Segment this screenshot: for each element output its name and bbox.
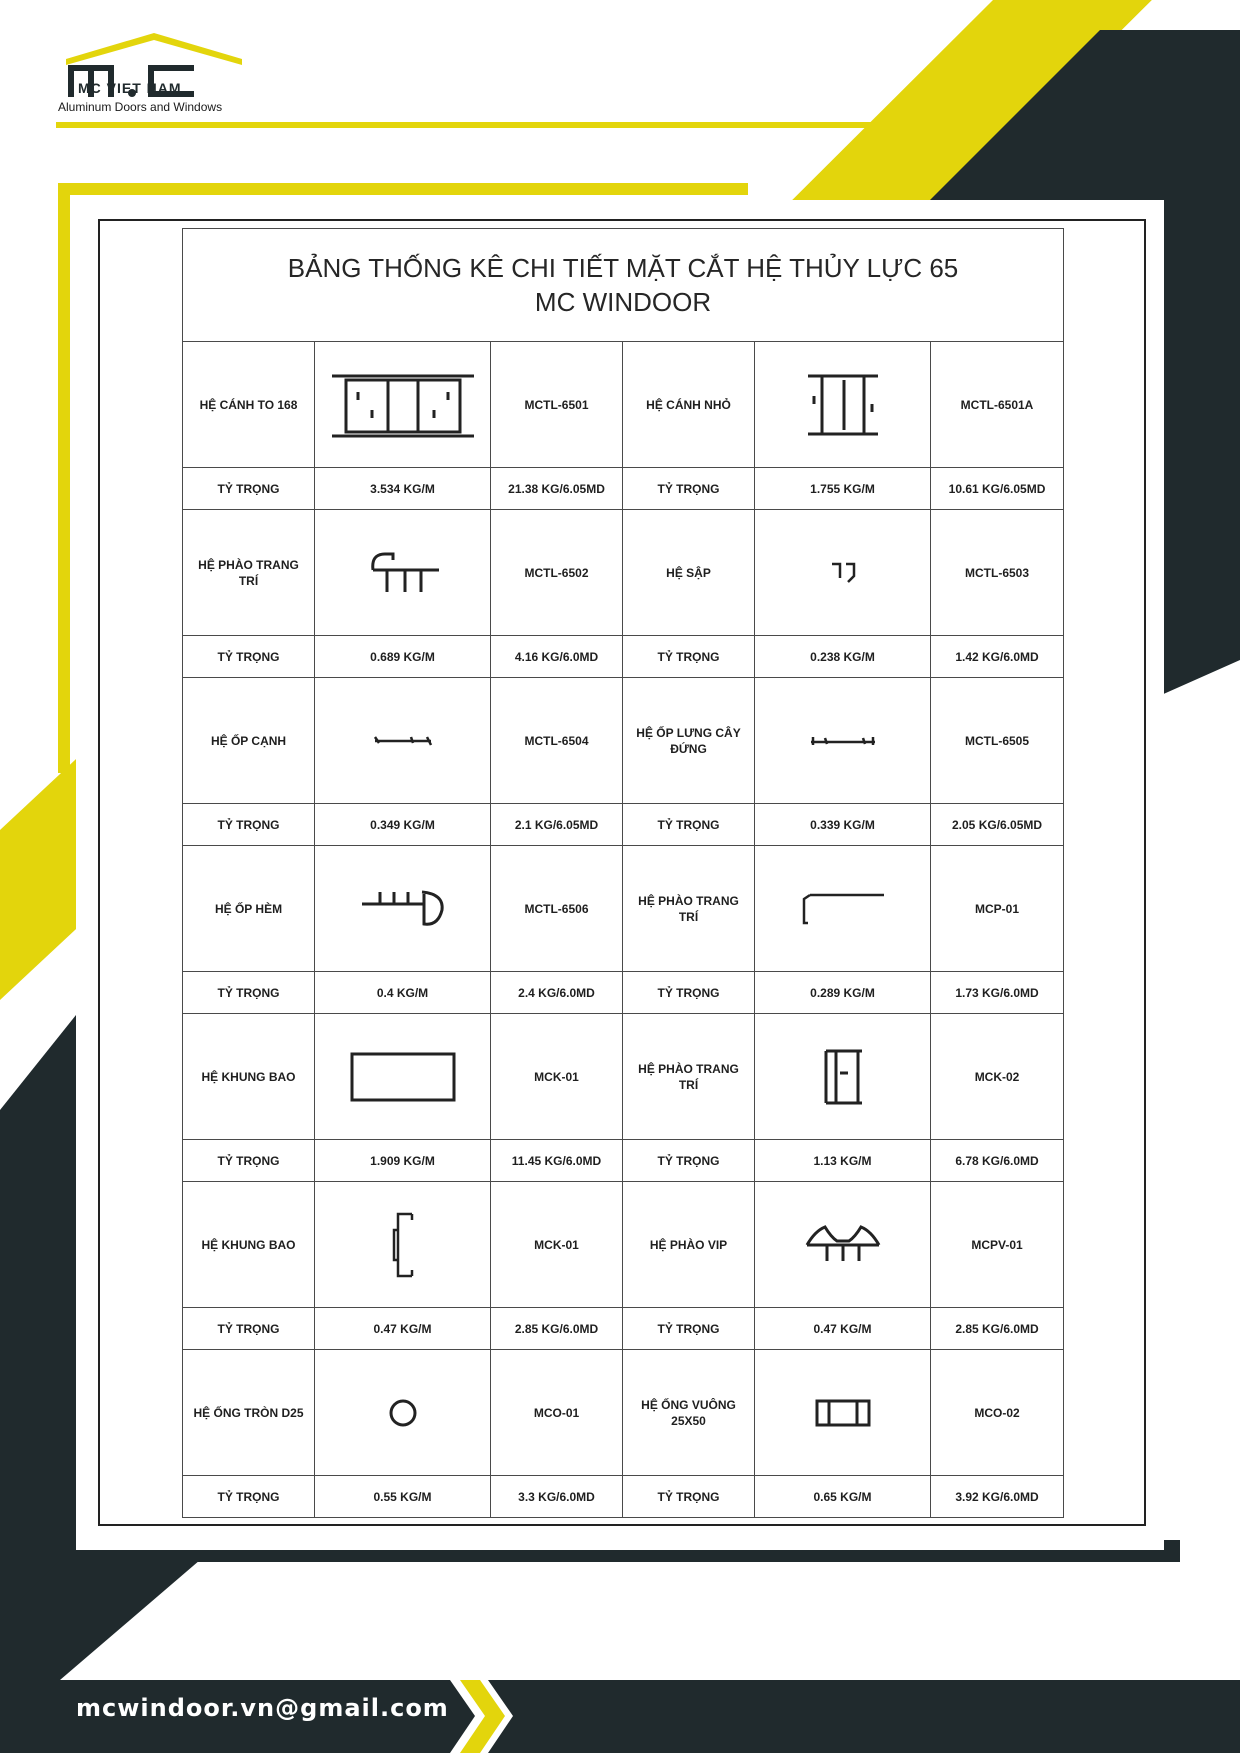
weight-per-bar: 2.85 KG/6.0MD <box>491 1308 623 1350</box>
title-line-1: BẢNG THỐNG KÊ CHI TIẾT MẶT CẮT HỆ THỦY LỰC 65 <box>287 253 959 283</box>
weight-per-meter: 0.238 KG/M <box>755 636 931 678</box>
profile-name: HỆ KHUNG BAO <box>183 1182 315 1308</box>
profile-code: MCTL-6501 <box>491 342 623 468</box>
weight-per-bar: 4.16 KG/6.0MD <box>491 636 623 678</box>
weight-label: TỶ TRỌNG <box>183 468 315 510</box>
weight-per-meter: 3.534 KG/M <box>315 468 491 510</box>
profile-code: MCTL-6504 <box>491 678 623 804</box>
weight-label: TỶ TRỌNG <box>183 972 315 1014</box>
table-row <box>183 804 1064 846</box>
weight-per-meter: 0.55 KG/M <box>315 1476 491 1518</box>
groove-cover-profile-icon <box>315 846 491 972</box>
profile-name: HỆ ỐP HÈM <box>183 846 315 972</box>
profile-name: HỆ ỐNG TRÒN D25 <box>183 1350 315 1476</box>
table-title <box>183 229 1064 342</box>
weight-label: TỶ TRỌNG <box>623 1308 755 1350</box>
weight-per-bar: 21.38 KG/6.05MD <box>491 468 623 510</box>
profile-name: HỆ CÁNH NHỎ <box>623 342 755 468</box>
table-row <box>183 1014 1064 1140</box>
weight-per-meter: 0.349 KG/M <box>315 804 491 846</box>
weight-per-meter: 1.755 KG/M <box>755 468 931 510</box>
table-row <box>183 1476 1064 1518</box>
decor-frame-profile-icon <box>755 1014 931 1140</box>
profile-code: MCTL-6501A <box>931 342 1064 468</box>
side-cover-profile-icon <box>315 678 491 804</box>
profile-name: HỆ SẬP <box>623 510 755 636</box>
table-row <box>183 468 1064 510</box>
weight-per-meter: 0.689 KG/M <box>315 636 491 678</box>
weight-per-meter: 0.65 KG/M <box>755 1476 931 1518</box>
profile-name: HỆ CÁNH TO 168 <box>183 342 315 468</box>
weight-per-meter: 0.289 KG/M <box>755 972 931 1014</box>
snap-profile-icon <box>755 510 931 636</box>
weight-per-bar: 1.42 KG/6.0MD <box>931 636 1064 678</box>
profile-name: HỆ PHÀO VIP <box>623 1182 755 1308</box>
table-row <box>183 510 1064 636</box>
table-row <box>183 972 1064 1014</box>
profile-code: MCP-01 <box>931 846 1064 972</box>
decor-molding-profile-icon <box>315 510 491 636</box>
profile-code: MCTL-6502 <box>491 510 623 636</box>
weight-label: TỶ TRỌNG <box>623 804 755 846</box>
brand-name: MC VIET NAM <box>78 80 182 96</box>
weight-per-bar: 3.3 KG/6.0MD <box>491 1476 623 1518</box>
profile-name: HỆ ỐP LƯNG CÂY ĐỨNG <box>623 678 755 804</box>
mullion-cover-profile-icon <box>755 678 931 804</box>
title-line-2: MC WINDOOR <box>534 287 712 317</box>
profile-code: MCO-02 <box>931 1350 1064 1476</box>
sash-168-profile-icon <box>315 342 491 468</box>
weight-per-meter: 1.13 KG/M <box>755 1140 931 1182</box>
weight-per-bar: 2.85 KG/6.0MD <box>931 1308 1064 1350</box>
small-sash-profile-icon <box>755 342 931 468</box>
profile-code: MCK-01 <box>491 1014 623 1140</box>
brand-tagline: Aluminum Doors and Windows <box>58 100 223 114</box>
table-row <box>183 846 1064 972</box>
frame-channel-profile-icon <box>315 1182 491 1308</box>
profile-code: MCO-01 <box>491 1350 623 1476</box>
profile-code: MCK-02 <box>931 1014 1064 1140</box>
weight-label: TỶ TRỌNG <box>183 804 315 846</box>
weight-per-meter: 0.4 KG/M <box>315 972 491 1014</box>
weight-per-bar: 2.1 KG/6.05MD <box>491 804 623 846</box>
decor-trim-profile-icon <box>755 846 931 972</box>
weight-label: TỶ TRỌNG <box>183 1140 315 1182</box>
table-row <box>183 1350 1064 1476</box>
profile-name: HỆ ỐNG VUÔNG 25X50 <box>623 1350 755 1476</box>
table-row <box>183 1308 1064 1350</box>
weight-per-meter: 0.339 KG/M <box>755 804 931 846</box>
table-row <box>183 636 1064 678</box>
table-row <box>183 1140 1064 1182</box>
weight-per-bar: 1.73 KG/6.0MD <box>931 972 1064 1014</box>
vip-molding-profile-icon <box>755 1182 931 1308</box>
weight-per-bar: 2.05 KG/6.05MD <box>931 804 1064 846</box>
table-row <box>183 678 1064 804</box>
weight-label: TỶ TRỌNG <box>623 1476 755 1518</box>
frame-rectangle-profile-icon <box>315 1014 491 1140</box>
profile-code: MCTL-6505 <box>931 678 1064 804</box>
weight-per-bar: 11.45 KG/6.0MD <box>491 1140 623 1182</box>
table-row <box>183 1182 1064 1308</box>
weight-label: TỶ TRỌNG <box>183 1308 315 1350</box>
weight-per-bar: 2.4 KG/6.0MD <box>491 972 623 1014</box>
profile-code: MCK-01 <box>491 1182 623 1308</box>
weight-label: TỶ TRỌNG <box>623 468 755 510</box>
weight-per-meter: 0.47 KG/M <box>755 1308 931 1350</box>
weight-per-bar: 3.92 KG/6.0MD <box>931 1476 1064 1518</box>
weight-per-bar: 10.61 KG/6.05MD <box>931 468 1064 510</box>
profile-name: HỆ ỐP CẠNH <box>183 678 315 804</box>
weight-per-bar: 6.78 KG/6.0MD <box>931 1140 1064 1182</box>
profile-code: MCTL-6503 <box>931 510 1064 636</box>
weight-label: TỶ TRỌNG <box>623 1140 755 1182</box>
weight-per-meter: 0.47 KG/M <box>315 1308 491 1350</box>
square-tube-profile-icon <box>755 1350 931 1476</box>
profile-name: HỆ PHÀO TRANG TRÍ <box>623 846 755 972</box>
weight-label: TỶ TRỌNG <box>183 636 315 678</box>
footer-email: mcwindoor.vn@gmail.com <box>76 1694 449 1722</box>
weight-label: TỶ TRỌNG <box>623 636 755 678</box>
profile-name: HỆ KHUNG BAO <box>183 1014 315 1140</box>
profile-name: HỆ PHÀO TRANG TRÍ <box>623 1014 755 1140</box>
profile-code: MCTL-6506 <box>491 846 623 972</box>
weight-per-meter: 1.909 KG/M <box>315 1140 491 1182</box>
table-row <box>183 342 1064 468</box>
profile-name: HỆ PHÀO TRANG TRÍ <box>183 510 315 636</box>
weight-label: TỶ TRỌNG <box>623 972 755 1014</box>
round-tube-profile-icon <box>315 1350 491 1476</box>
weight-label: TỶ TRỌNG <box>183 1476 315 1518</box>
profile-statistics-table <box>182 228 1064 1518</box>
profile-code: MCPV-01 <box>931 1182 1064 1308</box>
